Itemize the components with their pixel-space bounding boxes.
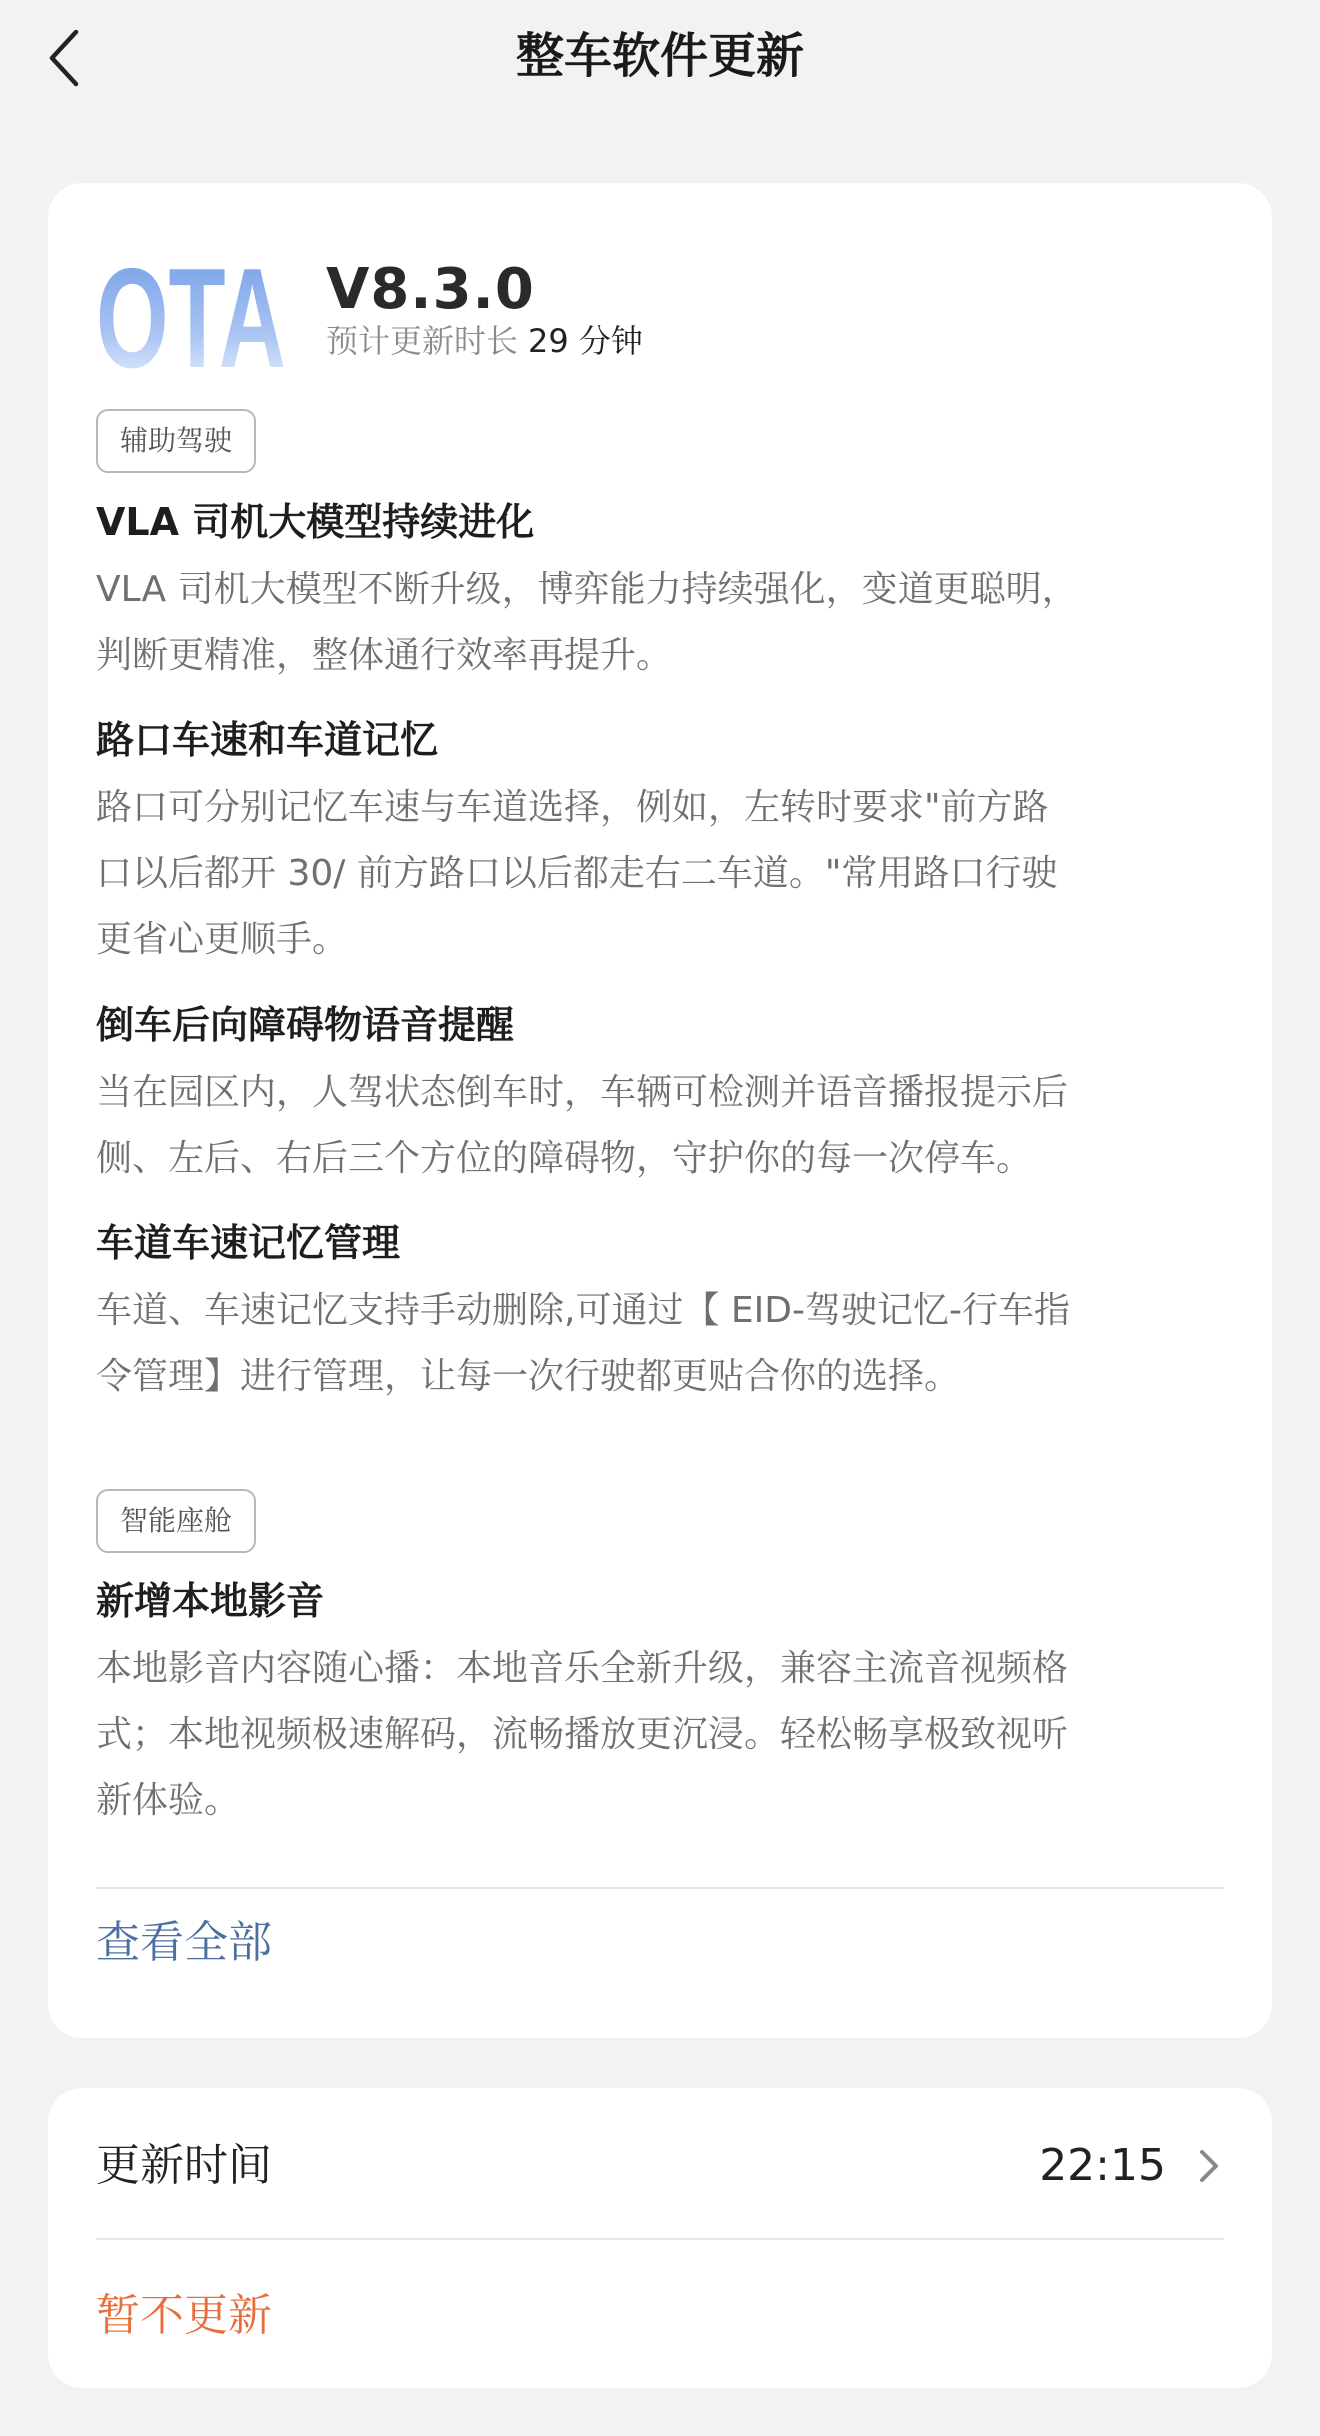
body-line: 判断更精准，整体通行效率再提升。 (96, 635, 673, 676)
version-number: V8.3.0 (326, 257, 535, 322)
section-title: 路口车速和车道记忆 (96, 718, 439, 762)
update-time-value: 22:15 (1039, 2140, 1166, 2191)
chevron-right-icon (1194, 2146, 1224, 2186)
divider (96, 1887, 1224, 1889)
body-line: 路口可分别记忆车速与车道选择，例如，左转时要求"前方路 (96, 787, 1049, 828)
section-title: VLA 司机大模型持续进化 (96, 500, 535, 544)
duration-label: 预计更新时长 (326, 322, 519, 360)
section-body (96, 557, 1236, 689)
category-tag-cockpit: 智能座舱 (96, 1489, 256, 1553)
update-duration (326, 319, 643, 363)
schedule-card (48, 2088, 1272, 2388)
section-title: 新增本地影音 (96, 1579, 325, 1623)
section-title: 倒车后向障碍物语音提醒 (96, 1003, 515, 1047)
section-title: 车道车速记忆管理 (96, 1221, 401, 1265)
app-header (0, 0, 1320, 120)
view-all-link[interactable]: 查看全部 (96, 1917, 272, 1968)
body-line: 当在园区内，人驾状态倒车时，车辆可检测并语音播报提示后 (96, 1072, 1069, 1113)
ota-logo-text: OTA (96, 255, 286, 375)
body-line: 更省心更顺手。 (96, 919, 349, 960)
body-line: VLA 司机大模型不断升级，博弈能力持续强化，变道更聪明， (96, 569, 1078, 610)
section-body (96, 1060, 1236, 1192)
update-time-label: 更新时间 (96, 2140, 272, 2191)
section-body (96, 775, 1236, 973)
body-line: 侧、左后、右后三个方位的障碍物，守护你的每一次停车。 (96, 1138, 1033, 1179)
body-line: 式；本地视频极速解码，流畅播放更沉浸。轻松畅享极致视听 (96, 1714, 1069, 1755)
skip-update-button[interactable]: 暂不更新 (96, 2290, 272, 2341)
category-tag-driving: 辅助驾驶 (96, 409, 256, 473)
ota-logo (96, 255, 286, 375)
page-title: 整车软件更新 (515, 28, 804, 84)
section-body (96, 1278, 1236, 1410)
divider (96, 2238, 1224, 2240)
section-body (96, 1636, 1236, 1834)
body-line: 新体验。 (96, 1780, 241, 1821)
body-line: 令管理】进行管理，让每一次行驶都更贴合你的选择。 (96, 1356, 961, 1397)
release-notes-card (48, 183, 1272, 2038)
duration-value: 29 分钟 (528, 322, 643, 360)
body-line: 口以后都开 30/ 前方路口以后都走右二车道。"常用路口行驶 (96, 853, 1058, 894)
body-line: 本地影音内容随心播：本地音乐全新升级，兼容主流音视频格 (96, 1648, 1069, 1689)
body-line: 车道、车速记忆支持手动删除,可通过【 EID-驾驶记忆-行车指 (96, 1290, 1070, 1331)
